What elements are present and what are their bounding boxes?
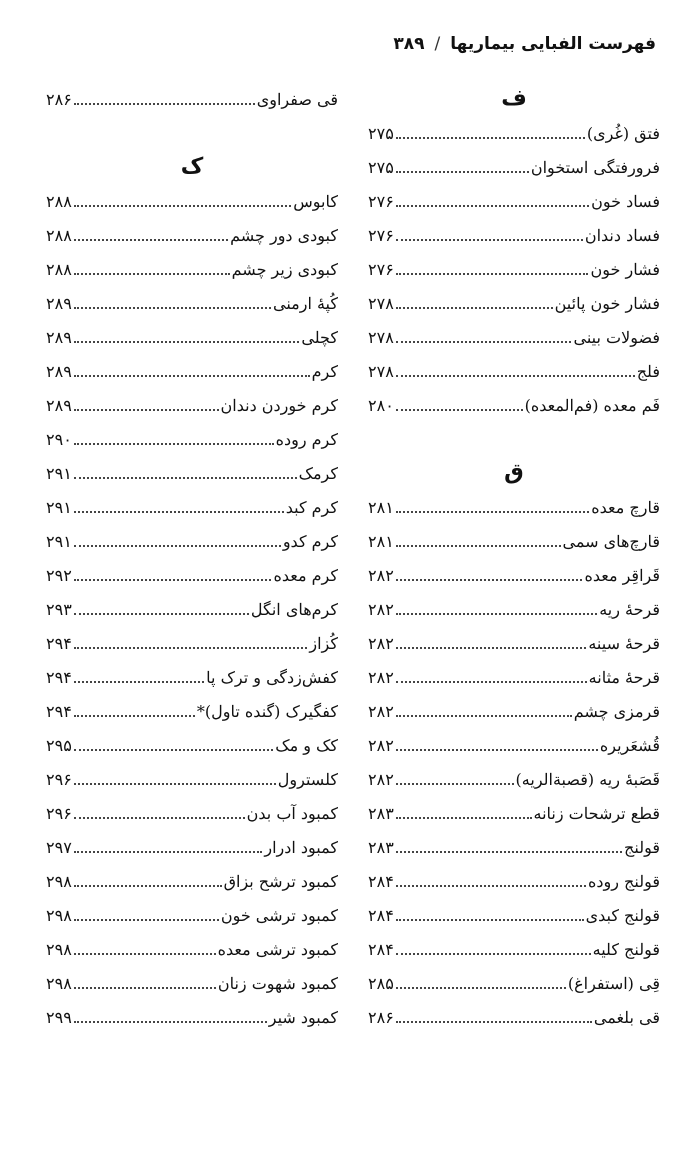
- entry-page-number: ۲۹۹: [46, 1007, 72, 1027]
- entry-term: کرم‌های انگل: [250, 599, 338, 619]
- entry-term: قی بلغمی: [593, 1007, 660, 1027]
- index-entry: [46, 252, 338, 286]
- dot-leader: [74, 103, 255, 105]
- index-entry: [368, 932, 660, 966]
- entry-page-number: ۲۹۴: [46, 633, 72, 653]
- entry-page-number: ۲۷۸: [368, 327, 394, 347]
- entry-term: قِی (استفراغ): [567, 973, 660, 993]
- entry-page-number: ۲۸۶: [368, 1007, 394, 1027]
- dot-leader: [74, 715, 195, 717]
- entry-term: فَم معده (فم‌المعده): [524, 395, 660, 415]
- entry-page-number: ۲۹۸: [46, 905, 72, 925]
- index-entry: [46, 932, 338, 966]
- dot-leader: [396, 545, 561, 547]
- entry-term: قارچ معده: [591, 497, 660, 517]
- dot-leader: [396, 307, 553, 309]
- entry-term: قَراقِر معده: [584, 565, 660, 585]
- dot-leader: [396, 205, 589, 207]
- dot-leader: [74, 987, 216, 989]
- dot-leader: [396, 171, 529, 173]
- index-entry: [368, 286, 660, 320]
- entry-term: کرم کبد: [285, 497, 338, 517]
- entry-page-number: ۲۸۸: [46, 225, 72, 245]
- index-entry: [46, 422, 338, 456]
- section-gap: [368, 422, 660, 456]
- dot-leader: [396, 885, 586, 887]
- entry-term: کمبود ترشی معده: [217, 939, 338, 959]
- dot-leader: [396, 783, 514, 785]
- entry-page-number: ۲۸۲: [368, 633, 394, 653]
- entry-term: فلج: [636, 361, 660, 381]
- entry-page-number: ۲۸۵: [368, 973, 394, 993]
- index-entry: [46, 82, 338, 116]
- dot-leader: [74, 783, 276, 785]
- dot-leader: [396, 681, 587, 683]
- entry-term: قرحهٔ مثانه: [588, 667, 660, 687]
- index-entry: [368, 354, 660, 388]
- entry-term: فشار خون پائین: [554, 293, 660, 313]
- dot-leader: [396, 409, 523, 411]
- entry-term: کچلی: [301, 327, 338, 347]
- page-header: [393, 34, 656, 54]
- index-entry: [46, 490, 338, 524]
- entry-page-number: ۲۷۵: [368, 123, 394, 143]
- index-entry: [46, 286, 338, 320]
- entry-page-number: ۲۸۹: [46, 293, 72, 313]
- entry-term: کلسترول: [277, 769, 338, 789]
- dot-leader: [74, 817, 245, 819]
- dot-leader: [396, 1021, 592, 1023]
- entry-page-number: ۲۹۶: [46, 769, 72, 789]
- dot-leader: [396, 511, 589, 513]
- entry-term: فرورفتگی استخوان: [530, 157, 660, 177]
- entry-page-number: ۲۹۴: [46, 667, 72, 687]
- index-entry: [46, 592, 338, 626]
- entry-page-number: ۲۷۸: [368, 293, 394, 313]
- index-entry: [368, 626, 660, 660]
- entry-term: کمبود شیر: [268, 1007, 338, 1027]
- entry-term: کمبود شهوت زنان: [217, 973, 338, 993]
- header-separator: /: [434, 34, 441, 54]
- index-entry: [46, 762, 338, 796]
- entry-page-number: ۲۹۱: [46, 463, 72, 483]
- index-entry: [46, 524, 338, 558]
- index-entry: [368, 320, 660, 354]
- dot-leader: [74, 477, 297, 479]
- entry-page-number: ۲۹۱: [46, 497, 72, 517]
- right-column: [368, 82, 660, 1034]
- index-entry: [368, 184, 660, 218]
- entry-page-number: ۲۷۸: [368, 361, 394, 381]
- entry-term: کرمک: [298, 463, 338, 483]
- entry-page-number: ۲۹۸: [46, 871, 72, 891]
- entry-page-number: ۲۸۸: [46, 191, 72, 211]
- index-entry: [46, 626, 338, 660]
- dot-leader: [396, 579, 583, 581]
- entry-term: قَصَبهٔ ریه (قصبة‌الریه): [515, 769, 660, 789]
- dot-leader: [396, 987, 566, 989]
- index-entry: [46, 354, 338, 388]
- entry-page-number: ۲۹۷: [46, 837, 72, 857]
- index-entry: [46, 796, 338, 830]
- entry-term: قرحهٔ سینه: [588, 633, 660, 653]
- index-entry: [368, 150, 660, 184]
- entry-term: قولنج روده: [588, 871, 660, 891]
- entry-term: کابوس: [293, 191, 338, 211]
- index-entry: [368, 524, 660, 558]
- entry-page-number: ۲۹۱: [46, 531, 72, 551]
- index-entry: [368, 490, 660, 524]
- dot-leader: [74, 545, 281, 547]
- entry-page-number: ۲۸۹: [46, 395, 72, 415]
- dot-leader: [74, 953, 216, 955]
- index-entry: [368, 864, 660, 898]
- entry-term: قارچ‌های سمی: [562, 531, 660, 551]
- dot-leader: [396, 341, 572, 343]
- entry-page-number: ۲۷۵: [368, 157, 394, 177]
- dot-leader: [74, 511, 284, 513]
- entry-page-number: ۲۷۶: [368, 225, 394, 245]
- index-entry: [46, 456, 338, 490]
- index-entry: [368, 898, 660, 932]
- entry-page-number: ۲۸۲: [368, 667, 394, 687]
- entry-term: فساد خون: [591, 191, 660, 211]
- entry-page-number: ۲۸۱: [368, 497, 394, 517]
- entry-term: کرم معده: [273, 565, 338, 585]
- entry-term: کرم کدو: [282, 531, 338, 551]
- index-entry: [46, 694, 338, 728]
- entry-term: کرم روده: [275, 429, 338, 449]
- entry-page-number: ۲۹۵: [46, 735, 72, 755]
- dot-leader: [396, 715, 572, 717]
- dot-leader: [74, 443, 274, 445]
- entry-term: فشار خون: [590, 259, 660, 279]
- section-letter: ق: [504, 460, 524, 485]
- dot-leader: [74, 885, 222, 887]
- index-entry: [368, 966, 660, 1000]
- dot-leader: [396, 137, 585, 139]
- entry-page-number: ۲۷۶: [368, 191, 394, 211]
- section-letter: ف: [501, 86, 527, 111]
- index-entry: [368, 796, 660, 830]
- entry-term: قولنج کلیه: [592, 939, 660, 959]
- index-entry: [368, 694, 660, 728]
- header-title: فهرست الفبایی بیماریها: [450, 34, 656, 54]
- index-entry: [368, 558, 660, 592]
- index-entry: [46, 966, 338, 1000]
- dot-leader: [396, 613, 597, 615]
- entry-term: کمبود ترشح بزاق: [223, 871, 338, 891]
- dot-leader: [74, 851, 263, 853]
- entry-term: قرمزی چشم: [573, 701, 660, 721]
- entry-page-number: ۲۸۹: [46, 327, 72, 347]
- dot-leader: [396, 749, 598, 751]
- entry-page-number: ۲۸۴: [368, 939, 394, 959]
- entry-page-number: ۲۸۲: [368, 735, 394, 755]
- entry-term: فضولات بینی: [573, 327, 660, 347]
- dot-leader: [74, 613, 249, 615]
- entry-term: قرحهٔ ریه: [599, 599, 660, 619]
- entry-page-number: ۲۸۴: [368, 871, 394, 891]
- index-entry: [368, 592, 660, 626]
- dot-leader: [74, 409, 219, 411]
- index-entry: [46, 898, 338, 932]
- index-entry: [368, 660, 660, 694]
- page-number: ۳۸۹: [393, 34, 425, 54]
- index-entry: [46, 728, 338, 762]
- dot-leader: [396, 375, 635, 377]
- index-entry: [368, 728, 660, 762]
- entry-term: کمبود آب بدن: [246, 803, 338, 823]
- dot-leader: [396, 647, 587, 649]
- dot-leader: [396, 273, 589, 275]
- section-letter: ک: [180, 154, 204, 179]
- entry-term: کبودی دور چشم: [230, 225, 338, 245]
- index-entry: [46, 388, 338, 422]
- entry-term: کمبود ادرار: [264, 837, 338, 857]
- dot-leader: [74, 647, 308, 649]
- dot-leader: [74, 273, 230, 275]
- entry-page-number: ۲۷۶: [368, 259, 394, 279]
- dot-leader: [74, 239, 228, 241]
- entry-term: کبودی زیر چشم: [231, 259, 338, 279]
- dot-leader: [74, 749, 273, 751]
- entry-page-number: ۲۹۰: [46, 429, 72, 449]
- dot-leader: [396, 239, 583, 241]
- entry-page-number: ۲۸۲: [368, 769, 394, 789]
- entry-page-number: ۲۹۸: [46, 973, 72, 993]
- index-entry: [368, 218, 660, 252]
- entry-page-number: ۲۸۶: [46, 89, 72, 109]
- index-entry: [368, 388, 660, 422]
- dot-leader: [74, 375, 310, 377]
- entry-page-number: ۲۸۲: [368, 701, 394, 721]
- entry-term: کفش‌زدگی و ترک پا: [206, 667, 338, 687]
- entry-page-number: ۲۸۴: [368, 905, 394, 925]
- entry-term: قولنج: [624, 837, 660, 857]
- entry-term: قطع ترشحات زنانه: [533, 803, 660, 823]
- entry-page-number: ۲۸۲: [368, 599, 394, 619]
- entry-page-number: ۲۹۶: [46, 803, 72, 823]
- entry-term: کمبود ترشی خون: [220, 905, 338, 925]
- entry-page-number: ۲۹۴: [46, 701, 72, 721]
- dot-leader: [74, 919, 219, 921]
- entry-term: کرم خوردن دندان: [220, 395, 338, 415]
- dot-leader: [74, 205, 291, 207]
- dot-leader: [74, 307, 271, 309]
- index-entry: [46, 184, 338, 218]
- index-entry: [368, 116, 660, 150]
- entry-page-number: ۲۹۲: [46, 565, 72, 585]
- dot-leader: [396, 817, 532, 819]
- index-entry: [368, 830, 660, 864]
- index-entry: [46, 1000, 338, 1034]
- entry-page-number: ۲۹۸: [46, 939, 72, 959]
- entry-page-number: ۲۸۳: [368, 837, 394, 857]
- index-entry: [46, 864, 338, 898]
- entry-term: کفگیرک (گنده تاول)*: [196, 701, 338, 721]
- entry-page-number: ۲۸۰: [368, 395, 394, 415]
- entry-page-number: ۲۸۹: [46, 361, 72, 381]
- entry-page-number: ۲۸۱: [368, 531, 394, 551]
- entry-page-number: ۲۸۳: [368, 803, 394, 823]
- index-entry: [46, 218, 338, 252]
- entry-term: قی صفراوی: [256, 89, 338, 109]
- entry-term: کُزاز: [309, 633, 338, 653]
- index-entry: [46, 558, 338, 592]
- index-entry: [368, 252, 660, 286]
- entry-term: کک و مک: [275, 735, 338, 755]
- dot-leader: [74, 341, 300, 343]
- dot-leader: [396, 953, 591, 955]
- section-gap: [46, 116, 338, 150]
- dot-leader: [74, 681, 204, 683]
- index-entry: [46, 660, 338, 694]
- entry-page-number: ۲۸۲: [368, 565, 394, 585]
- entry-term: قُشعَریره: [599, 735, 660, 755]
- index-entry: [46, 320, 338, 354]
- index-entry: [368, 762, 660, 796]
- entry-page-number: ۲۹۳: [46, 599, 72, 619]
- entry-term: فتق (غُری): [586, 123, 660, 143]
- dot-leader: [396, 919, 584, 921]
- entry-page-number: ۲۸۸: [46, 259, 72, 279]
- dot-leader: [74, 1021, 267, 1023]
- dot-leader: [396, 851, 622, 853]
- index-entry: [46, 830, 338, 864]
- entry-term: قولنج کبدی: [585, 905, 660, 925]
- entry-term: فساد دندان: [584, 225, 660, 245]
- entry-term: کرم: [311, 361, 338, 381]
- left-column: [46, 82, 338, 1034]
- dot-leader: [74, 579, 272, 581]
- entry-term: کُپهٔ ارمنی: [272, 293, 338, 313]
- index-entry: [368, 1000, 660, 1034]
